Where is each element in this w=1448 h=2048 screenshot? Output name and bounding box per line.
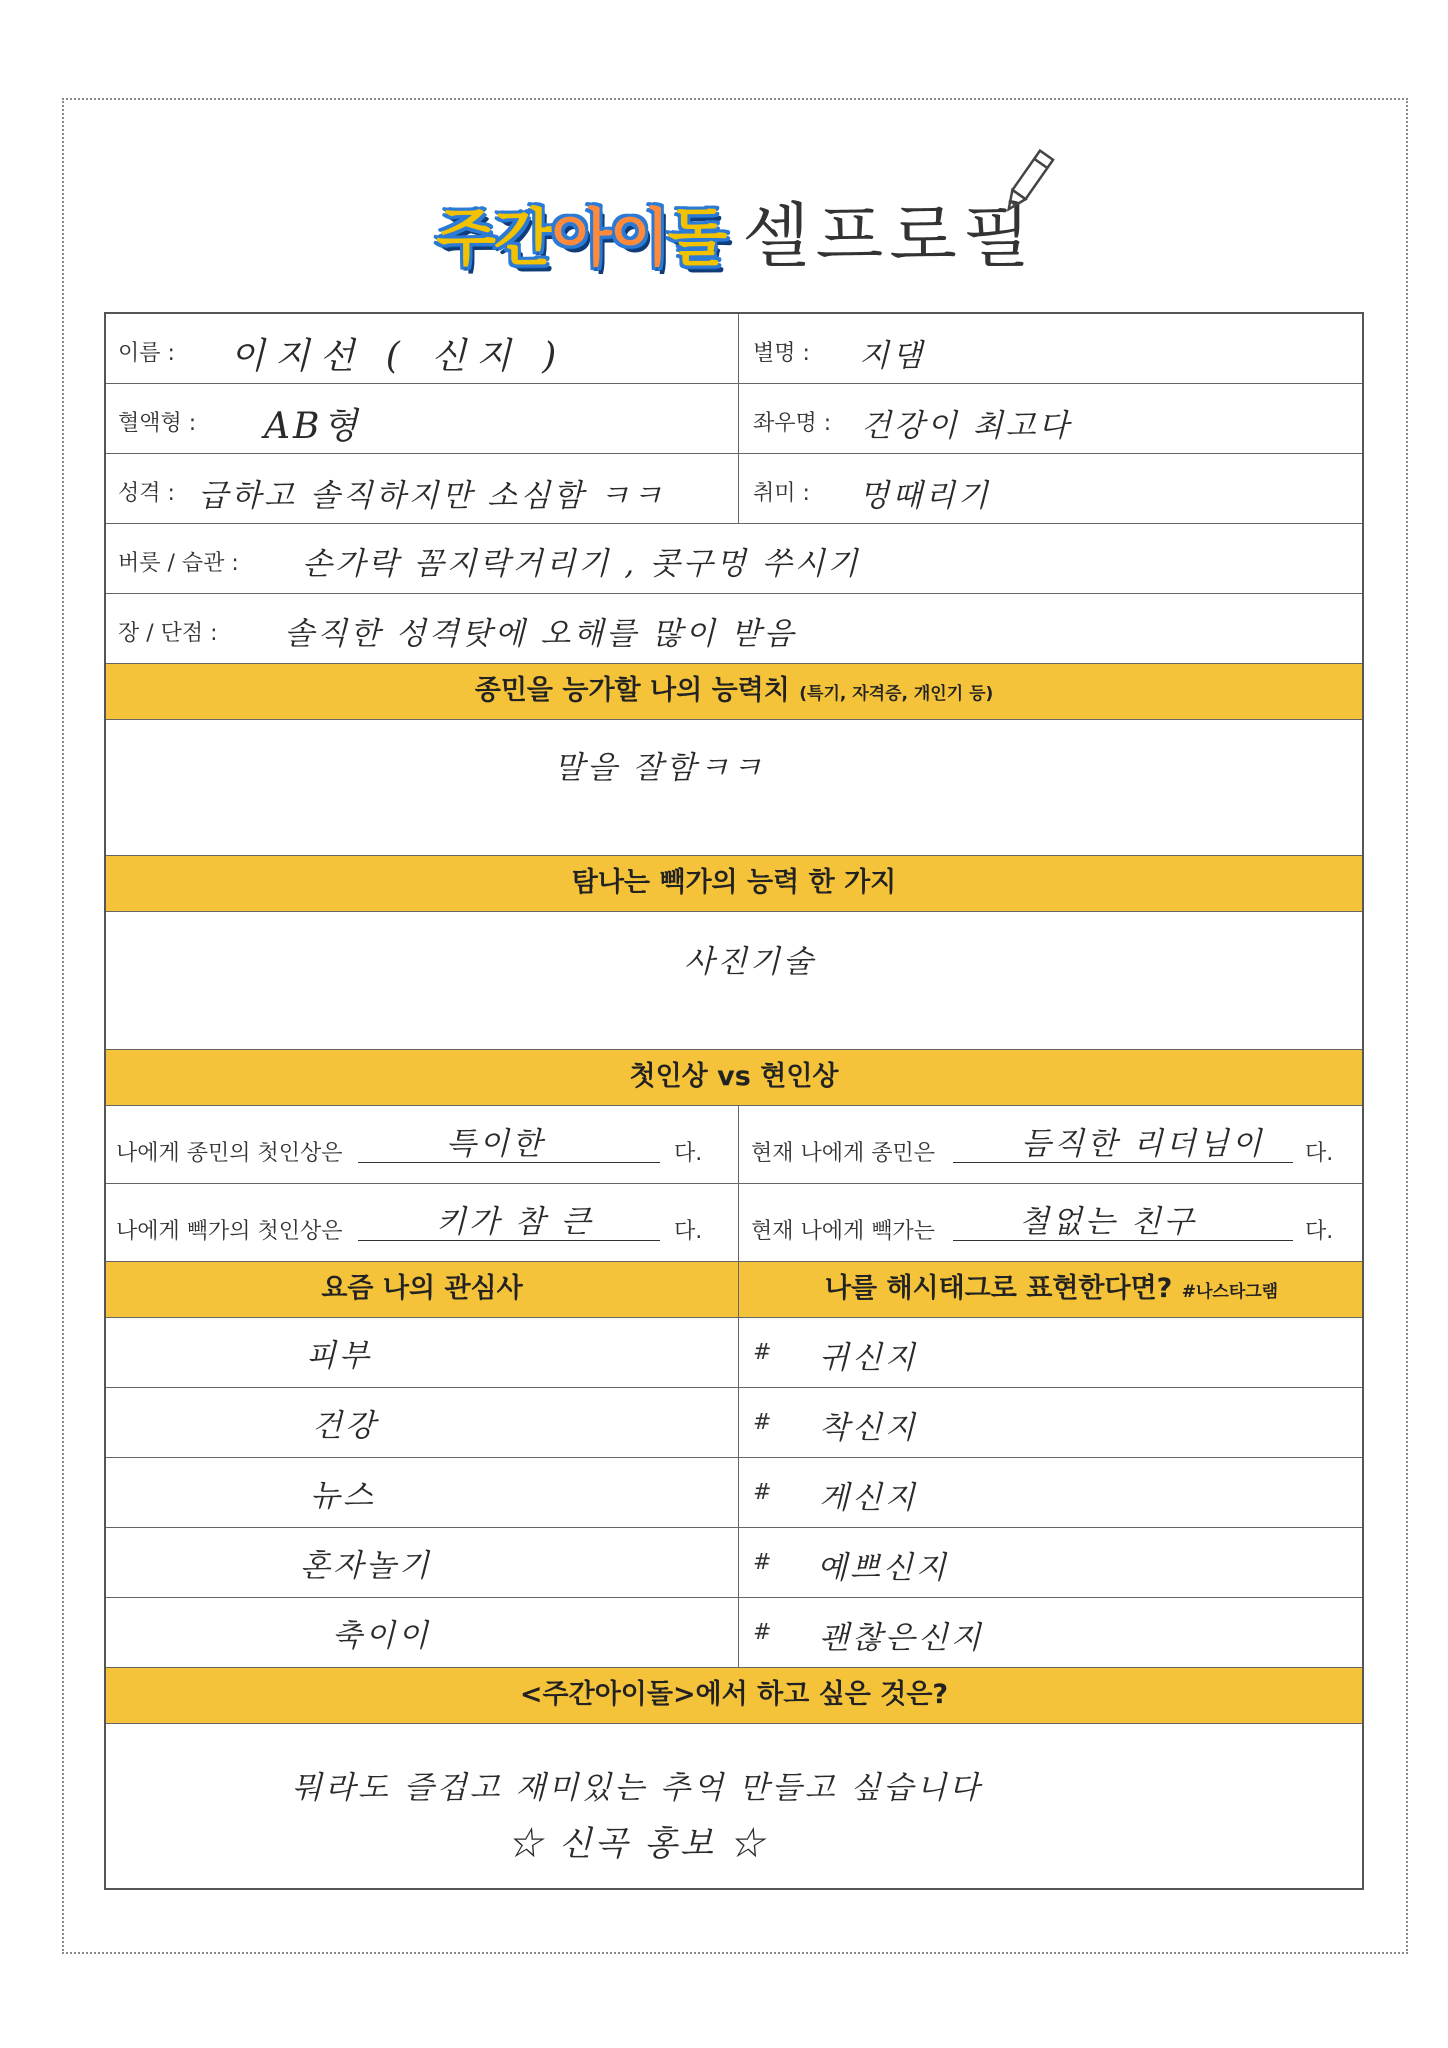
row-blood	[106, 384, 1362, 454]
nickname-label: 별명 :	[753, 341, 810, 366]
bg-first-value: 키가 참 큰	[436, 1204, 594, 1240]
name-label: 이름 :	[118, 341, 175, 366]
bg-first-cell	[106, 1184, 738, 1261]
hashtag-item: 귀신지	[819, 1340, 918, 1376]
motto-cell	[738, 384, 1364, 453]
weekly-idol-logo	[436, 188, 726, 277]
hashtag-item: 착신지	[819, 1410, 918, 1446]
impression-title: 첫인상 vs 현인상	[629, 1061, 839, 1092]
hashtag-item: 예쁘신지	[817, 1550, 949, 1586]
blood-value: AB형	[264, 406, 361, 447]
ability-answer	[106, 720, 1362, 856]
jm-first-value: 특이한	[446, 1126, 545, 1162]
jm-now-suffix: 다.	[1305, 1141, 1334, 1166]
ability-value: 말을 잘함ㅋㅋ	[554, 750, 765, 786]
covet-title: 탐나는 빽가의 능력 한 가지	[571, 867, 897, 898]
hobby-label: 취미 :	[753, 481, 810, 506]
interest-cell	[106, 1318, 738, 1387]
logo-part-2: 아이	[551, 201, 668, 274]
bg-now-label: 현재 나에게 빽가는	[751, 1219, 936, 1244]
ability-band	[106, 664, 1362, 720]
hash-mark: #	[753, 1340, 772, 1365]
jm-now-cell	[738, 1106, 1364, 1183]
hashtag-item: 괜찮은신지	[819, 1620, 984, 1656]
interest-cell	[106, 1388, 738, 1457]
impression-band	[106, 1050, 1362, 1106]
wish-line-2: ☆ 신곡 홍보 ☆	[508, 1824, 767, 1864]
jm-now-value: 듬직한 리더님이	[1021, 1126, 1265, 1162]
list-row	[106, 1318, 1362, 1388]
row-personality	[106, 454, 1362, 524]
interest-cell	[106, 1598, 738, 1667]
hash-mark: #	[753, 1550, 772, 1575]
jm-first-label: 나에게 종민의 첫인상은	[116, 1141, 343, 1166]
name-value: 이지선 ( 신지 )	[230, 336, 567, 377]
hashtag-cell	[738, 1528, 1364, 1597]
bg-now-cell	[738, 1184, 1364, 1261]
row-strength	[106, 594, 1362, 664]
list-row	[106, 1528, 1362, 1598]
ability-title-text: 종민을 능가할 나의 능력치	[474, 675, 790, 706]
strength-value: 솔직한 성격탓에 오해를 많이 받음	[284, 616, 797, 652]
ability-subtitle: (특기, 자격증, 개인기 등)	[799, 684, 994, 704]
personality-label: 성격 :	[118, 481, 175, 506]
hashtag-cell	[738, 1598, 1364, 1667]
interests-hashtag-band	[106, 1262, 1362, 1318]
jm-now-label: 현재 나에게 종민은	[751, 1141, 936, 1166]
motto-value: 건강이 최고다	[861, 408, 1072, 444]
blood-label: 혈액형 :	[118, 411, 197, 436]
strength-label: 장 / 단점 :	[118, 621, 218, 646]
hashtag-cell	[738, 1458, 1364, 1527]
row-impression-bg	[106, 1184, 1362, 1262]
bg-first-suffix: 다.	[674, 1219, 703, 1244]
ability-title	[106, 664, 1362, 721]
row-habit	[106, 524, 1362, 594]
hobby-cell	[738, 454, 1364, 523]
hashtag-item: 게신지	[819, 1480, 918, 1516]
hash-mark: #	[753, 1410, 772, 1435]
sheet-header	[64, 100, 1406, 312]
wish-answer	[106, 1724, 1362, 1888]
hashtag-cell	[738, 1318, 1364, 1387]
habit-value: 손가락 꼼지락거리기 , 콧구멍 쑤시기	[302, 546, 861, 582]
wish-title: <주간아이돌>에서 하고 싶은 것은?	[519, 1679, 949, 1710]
list-row	[106, 1458, 1362, 1528]
pencil-icon	[994, 142, 1064, 222]
profile-form	[104, 312, 1364, 1890]
interest-cell	[106, 1528, 738, 1597]
hash-mark: #	[753, 1480, 772, 1505]
blood-cell	[106, 384, 738, 453]
list-row	[106, 1598, 1362, 1668]
personality-value: 급하고 솔직하지만 소심함 ㅋㅋ	[198, 478, 665, 514]
personality-cell	[106, 454, 738, 523]
page-title: 셀프로필	[742, 195, 1037, 277]
nickname-cell	[738, 314, 1364, 383]
bg-now-value: 철없는 친구	[1019, 1204, 1197, 1240]
jm-first-suffix: 다.	[674, 1141, 703, 1166]
interests-title: 요즘 나의 관심사	[321, 1273, 523, 1304]
covet-band	[106, 856, 1362, 912]
interest-item: 피부	[306, 1338, 372, 1374]
covet-value: 사진기술	[684, 944, 816, 980]
interest-item: 혼자놀기	[300, 1548, 432, 1584]
habit-label: 버릇 / 습관 :	[118, 551, 239, 576]
list-row	[106, 1388, 1362, 1458]
row-name	[106, 314, 1362, 384]
hashtag-cell	[738, 1388, 1364, 1457]
hash-mark: #	[753, 1620, 772, 1645]
hashtags-title-text: 나를 해시태그로 표현한다면?	[824, 1273, 1173, 1304]
hashtags-subtitle: #나스타그램	[1181, 1282, 1279, 1302]
wish-band	[106, 1668, 1362, 1724]
motto-label: 좌우명 :	[753, 411, 832, 436]
jm-first-cell	[106, 1106, 738, 1183]
bg-now-suffix: 다.	[1305, 1219, 1334, 1244]
wish-line-1: 뭐라도 즐겁고 재미있는 추억 만들고 싶습니다	[292, 1770, 983, 1806]
nickname-value: 지댐	[859, 338, 925, 374]
interest-item: 축이이	[332, 1618, 431, 1654]
logo-part-3: 돌	[667, 201, 726, 274]
hashtags-title	[738, 1262, 1364, 1319]
covet-answer	[106, 912, 1362, 1050]
name-cell	[106, 314, 738, 383]
row-impression-jm	[106, 1106, 1362, 1184]
hobby-value: 멍때리기	[859, 478, 991, 514]
interest-item: 건강	[312, 1408, 378, 1444]
interest-cell	[106, 1458, 738, 1527]
logo-part-1: 주간	[436, 201, 552, 274]
bg-first-label: 나에게 빽가의 첫인상은	[116, 1219, 343, 1244]
interest-item: 뉴스	[310, 1478, 376, 1514]
